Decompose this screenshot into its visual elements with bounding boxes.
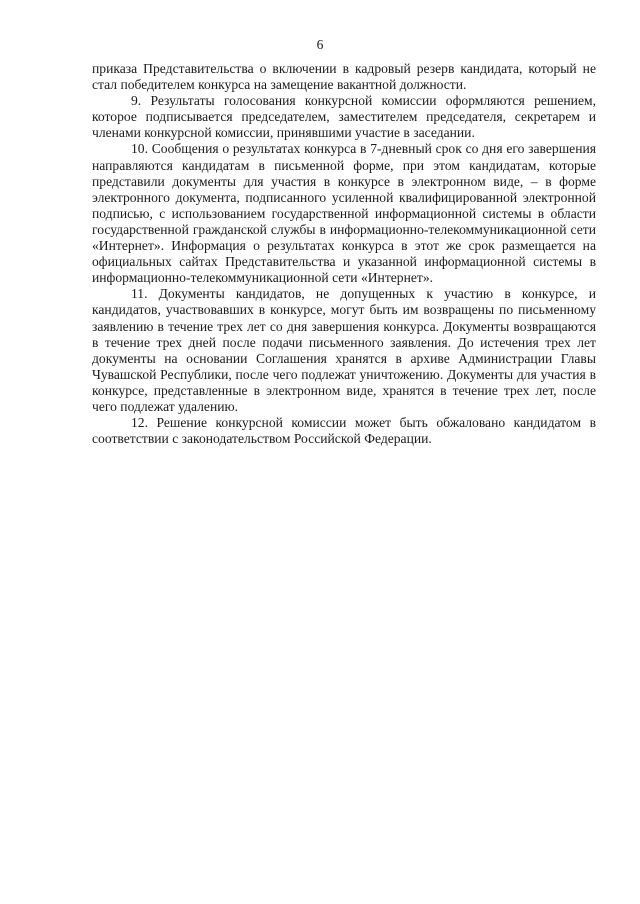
paragraph-item-9: 9. Результаты голосования конкурсной комиссии оформляются решением, которое подписывается председателем, заместителем председателя, секретарем и членами конкурсной комиссии, принявшими участие в заседании. (92, 93, 596, 141)
page-number: 6 (316, 37, 324, 52)
paragraph-item-10: 10. Сообщения о результатах конкурса в 7-дневный срок со дня его завершения направляются кандидатам в письменной форме, при этом кандидатам, которые представили документы для участия в конкурсе в электронном виде, – в форме электронного документа, подписанного усиленной квалифицированной электронной подписью, с использованием государственной информационной системы в области государственной гражданской службы в информационно-телекоммуникационной сети «Интернет». Информация о результатах конкурса в этот же срок размещается на официальных сайтах Представительства и указанной информационной системы в информационно-телекоммуникационной сети «Интернет». (92, 141, 596, 286)
paragraph-item-12: 12. Решение конкурсной комиссии может быть обжаловано кандидатом в соответствии с законодательством Российской Федерации. (92, 415, 596, 447)
paragraph-continuation: приказа Представительства о включении в кадровый резерв кандидата, который не стал победителем конкурса на замещение вакантной должности. (92, 61, 596, 93)
document-body (92, 61, 596, 447)
paragraph-item-11: 11. Документы кандидатов, не допущенных к участию в конкурсе, и кандидатов, участвовавших в конкурсе, могут быть им возвращены по письменному заявлению в течение трех лет со дня завершения конкурса. Документы возвращаются в течение трех дней после подачи письменного заявления. До истечения трех лет документы на основании Соглашения хранятся в архиве Администрации Главы Чувашской Республики, после чего подлежат уничтожению. Документы для участия в конкурсе, представленные в электронном виде, хранятся в течение трех лет, после чего подлежат удалению. (92, 286, 596, 414)
